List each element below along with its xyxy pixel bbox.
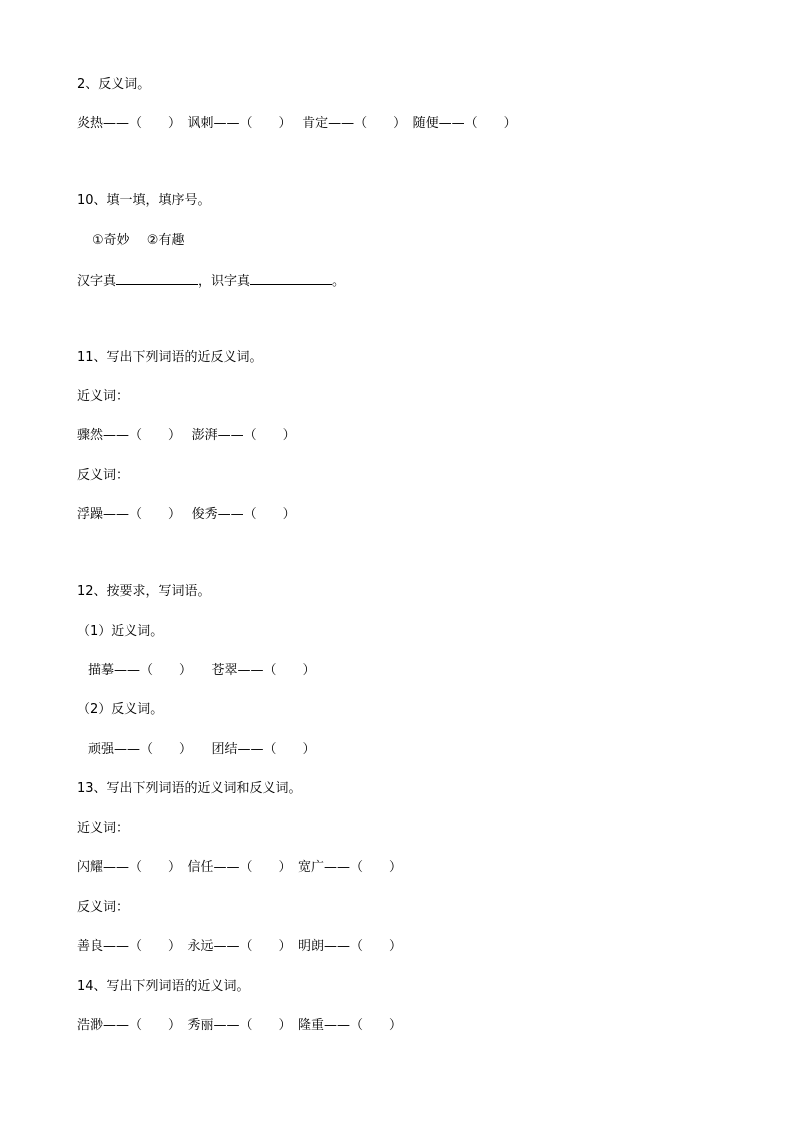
question-12-sub2-items: 顽强——（ ） 团结——（ ） <box>88 742 316 757</box>
question-14-title: 14、写出下列词语的近义词。 <box>77 979 250 994</box>
answer-blank-1[interactable] <box>116 271 198 285</box>
question-10-options: ①奇妙 ②有趣 <box>92 233 185 248</box>
question-2-title: 2、反义词。 <box>77 77 151 92</box>
question-13-antonym-label: 反义词： <box>77 900 130 915</box>
question-11-antonym-label: 反义词： <box>77 468 130 483</box>
question-11-synonym-items: 骤然——（ ） 澎湃——（ ） <box>77 428 296 443</box>
question-12-sub1-items: 描摹——（ ） 苍翠——（ ） <box>88 663 316 678</box>
question-13-antonym-items: 善良——（ ） 永远——（ ） 明朗——（ ） <box>77 939 403 954</box>
question-13-synonym-label: 近义词： <box>77 821 130 836</box>
question-2-items: 炎热——（ ） 讽刺——（ ） 肯定——（ ） 随便——（ ） <box>77 116 517 131</box>
question-12-sub1: （1）近义词。 <box>77 624 164 639</box>
fill-text-b: ，识字真 <box>198 274 251 289</box>
question-12-sub2: （2）反义词。 <box>77 702 164 717</box>
question-14-items: 浩渺——（ ） 秀丽——（ ） 隆重——（ ） <box>77 1018 403 1033</box>
fill-text-c: 。 <box>332 274 346 289</box>
question-13-title: 13、写出下列词语的近义词和反义词。 <box>77 781 302 796</box>
question-13-synonym-items: 闪耀——（ ） 信任——（ ） 宽广——（ ） <box>77 860 403 875</box>
question-10-title: 10、填一填，填序号。 <box>77 193 211 208</box>
question-11-antonym-items: 浮躁——（ ） 俊秀——（ ） <box>77 507 296 522</box>
question-12-title: 12、按要求，写词语。 <box>77 584 211 599</box>
question-10-fill-line <box>77 271 345 291</box>
question-11-title: 11、写出下列词语的近反义词。 <box>77 350 263 365</box>
fill-text-a: 汉字真 <box>77 274 117 289</box>
answer-blank-2[interactable] <box>250 271 332 285</box>
question-11-synonym-label: 近义词： <box>77 389 130 404</box>
